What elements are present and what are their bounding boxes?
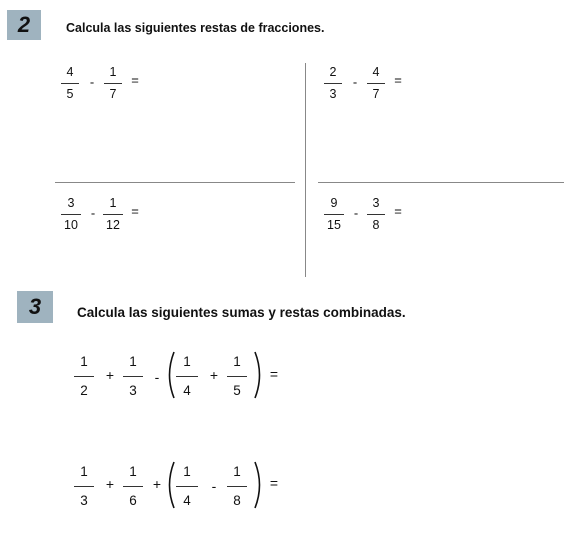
grid-divider-right xyxy=(318,182,564,183)
minus-sign: - xyxy=(154,369,160,385)
equals-sign: = xyxy=(269,475,279,491)
fraction xyxy=(61,197,81,231)
right-parenthesis xyxy=(253,460,265,510)
numerator: 1 xyxy=(233,464,241,479)
left-parenthesis xyxy=(164,460,176,510)
fraction xyxy=(227,355,247,397)
exercise-number: 2 xyxy=(17,12,31,37)
numerator: 1 xyxy=(183,354,191,369)
equals-sign: = xyxy=(131,203,139,219)
fraction xyxy=(176,465,198,507)
fraction xyxy=(176,355,198,397)
denominator: 12 xyxy=(106,217,120,232)
denominator: 3 xyxy=(129,382,137,398)
fraction xyxy=(104,66,122,100)
plus-sign: + xyxy=(105,367,115,383)
numerator: 3 xyxy=(67,196,75,210)
plus-sign: + xyxy=(105,476,115,492)
minus-sign: - xyxy=(353,205,359,221)
fraction xyxy=(103,197,123,231)
left-parenthesis xyxy=(164,350,176,400)
denominator: 8 xyxy=(233,492,241,508)
fraction xyxy=(61,66,79,100)
equals-sign: = xyxy=(131,72,139,88)
denominator: 7 xyxy=(109,86,117,101)
numerator: 1 xyxy=(129,464,137,479)
minus-sign: - xyxy=(89,74,95,90)
denominator: 4 xyxy=(183,492,191,508)
numerator: 1 xyxy=(80,354,88,369)
equals-sign: = xyxy=(394,203,402,219)
exercise-instruction: Calcula las siguientes sumas y restas combinadas. xyxy=(77,305,406,320)
exercise-number-badge xyxy=(17,291,53,323)
denominator: 6 xyxy=(129,492,137,508)
fraction xyxy=(227,465,247,507)
exercise-instruction: Calcula las siguientes restas de fracciones. xyxy=(66,21,325,35)
numerator: 9 xyxy=(330,196,338,210)
denominator: 7 xyxy=(372,86,380,101)
denominator: 10 xyxy=(64,217,78,232)
fraction xyxy=(123,465,143,507)
fraction xyxy=(367,197,385,231)
exercise-number: 3 xyxy=(28,294,42,319)
denominator: 2 xyxy=(80,382,88,398)
numerator: 1 xyxy=(109,196,117,210)
fraction xyxy=(74,355,94,397)
numerator: 2 xyxy=(329,65,337,79)
plus-sign: + xyxy=(152,476,162,492)
denominator: 8 xyxy=(372,217,380,232)
numerator: 1 xyxy=(109,65,117,79)
numerator: 4 xyxy=(66,65,74,79)
numerator: 1 xyxy=(80,464,88,479)
denominator: 4 xyxy=(183,382,191,398)
numerator: 1 xyxy=(129,354,137,369)
fraction xyxy=(74,465,94,507)
numerator: 1 xyxy=(183,464,191,479)
numerator: 3 xyxy=(372,196,380,210)
fraction xyxy=(324,66,342,100)
minus-sign: - xyxy=(90,205,96,221)
grid-divider-vertical xyxy=(305,63,306,277)
denominator: 3 xyxy=(329,86,337,101)
exercise-number-badge xyxy=(7,10,41,40)
denominator: 5 xyxy=(233,382,241,398)
denominator: 3 xyxy=(80,492,88,508)
equals-sign: = xyxy=(394,72,402,88)
denominator: 5 xyxy=(66,86,74,101)
denominator: 15 xyxy=(327,217,341,232)
fraction xyxy=(324,197,344,231)
fraction xyxy=(367,66,385,100)
fraction xyxy=(123,355,143,397)
numerator: 1 xyxy=(233,354,241,369)
plus-sign: + xyxy=(209,367,219,383)
minus-sign: - xyxy=(211,478,217,494)
right-parenthesis xyxy=(253,350,265,400)
grid-divider-left xyxy=(55,182,295,183)
minus-sign: - xyxy=(352,74,358,90)
numerator: 4 xyxy=(372,65,380,79)
equals-sign: = xyxy=(269,366,279,382)
